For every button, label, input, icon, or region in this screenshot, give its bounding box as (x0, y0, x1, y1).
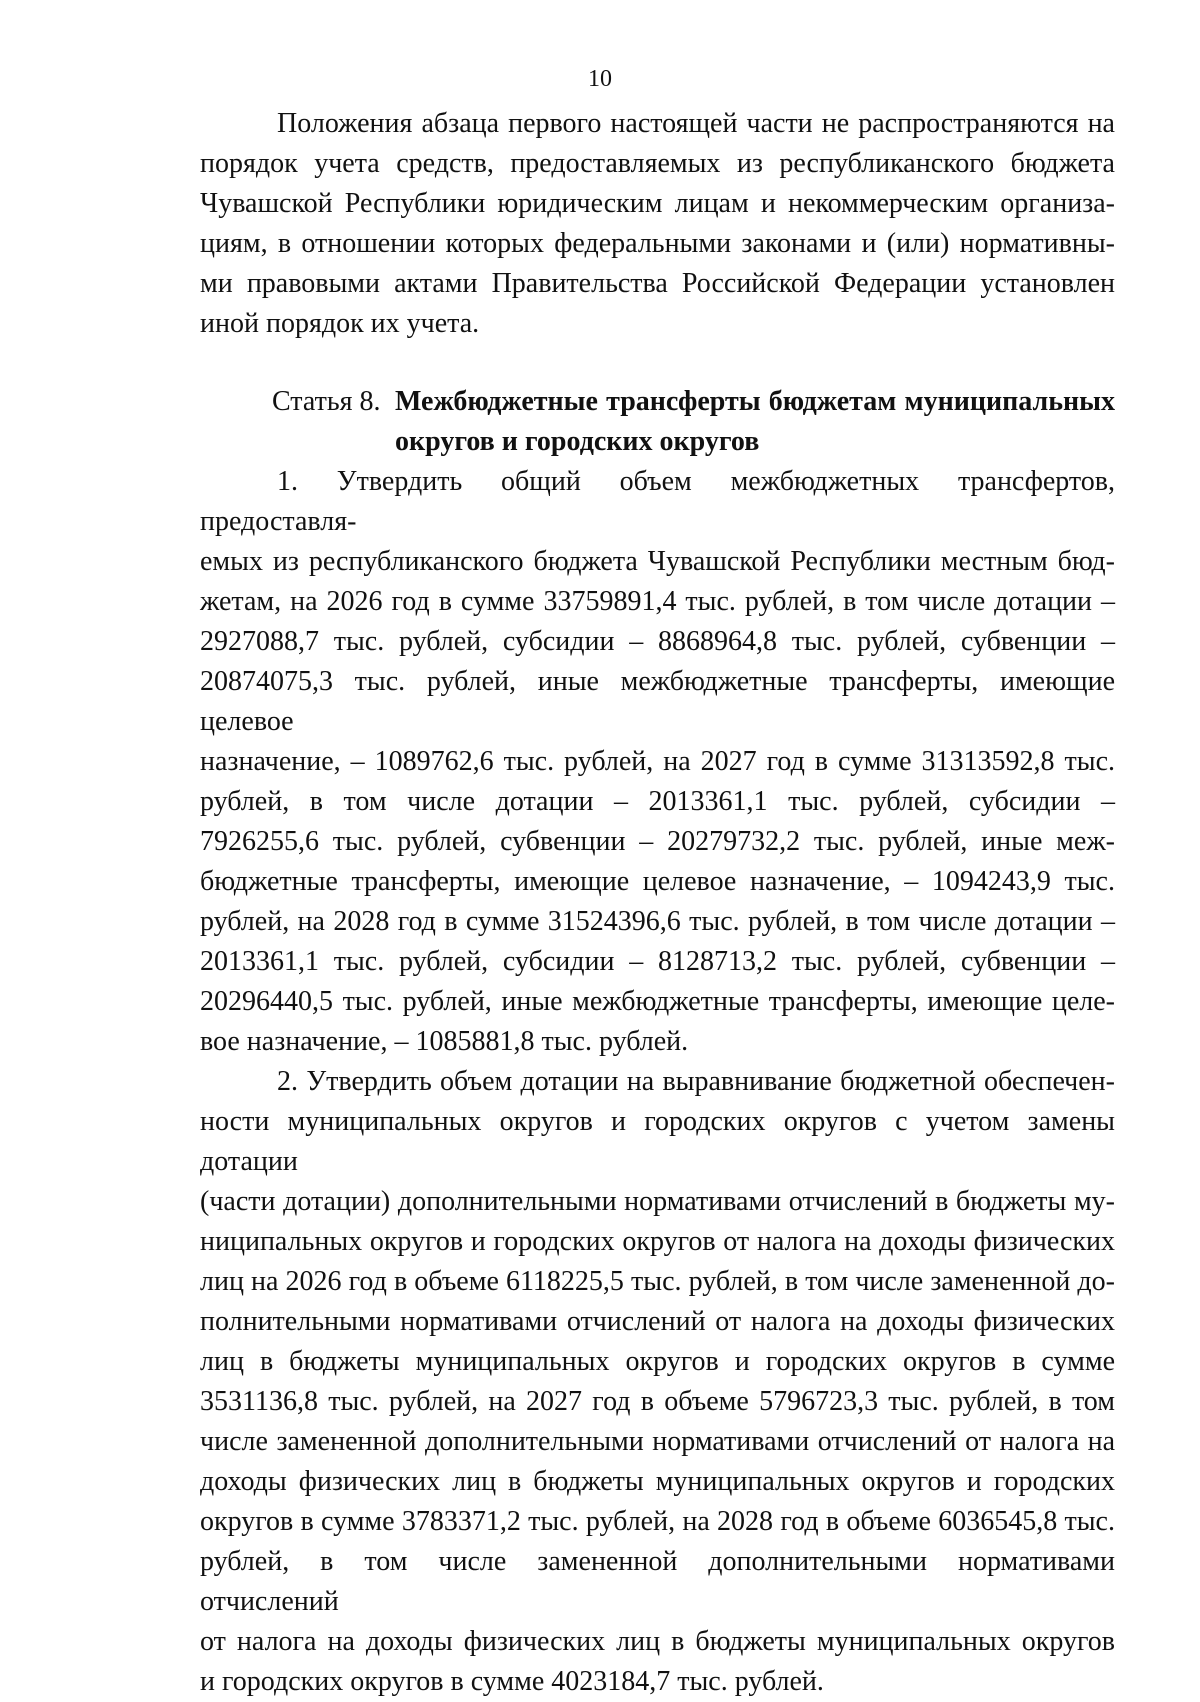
paragraph-2-line: ниципальных округов и городских округов от налога на доходы физических (200, 1226, 1115, 1257)
article-title-line-2: округов и городских округов (395, 426, 760, 457)
paragraph-2-line: 2. Утвердить объем дотации на выравнивание бюджетной обеспечен- (277, 1066, 1115, 1097)
intro-paragraph (200, 104, 1115, 344)
paragraph-1-line: рублей, в том числе дотации – 2013361,1 тыс. рублей, субсидии – (200, 786, 1115, 817)
paragraph-2 (200, 1062, 1115, 1702)
paragraph-1-line: 20296440,5 тыс. рублей, иные межбюджетные трансферты, имеющие целе- (200, 986, 1115, 1017)
paragraph-1-line: 2927088,7 тыс. рублей, субсидии – 8868964,8 тыс. рублей, субвенции – (200, 626, 1115, 657)
paragraph-2-line: ности муниципальных округов и городских округов с учетом замены дотации (200, 1106, 1115, 1177)
article-title (395, 382, 1115, 462)
paragraph-1-line: бюджетные трансферты, имеющие целевое назначение, – 1094243,9 тыс. (200, 866, 1115, 897)
intro-paragraph-line: Положения абзаца первого настоящей части не распространяются на (277, 108, 1115, 139)
page-number: 10 (588, 66, 612, 92)
paragraph-1-line: жетам, на 2026 год в сумме 33759891,4 тыс. рублей, в том числе дотации – (200, 586, 1115, 617)
paragraph-1-line: 2013361,1 тыс. рублей, субсидии – 8128713,2 тыс. рублей, субвенции – (200, 946, 1115, 977)
paragraph-2-line: и городских округов в сумме 4023184,7 тыс. рублей. (200, 1666, 824, 1697)
article-number: Статья 8. (272, 386, 381, 417)
paragraph-1-line: емых из республиканского бюджета Чувашской Республики местным бюд- (200, 546, 1115, 577)
document-body (200, 104, 1115, 1702)
paragraph-2-line: рублей, в том числе замененной дополнительными нормативами отчислений (200, 1546, 1115, 1617)
paragraph-2-line: 3531136,8 тыс. рублей, на 2027 год в объеме 5796723,3 тыс. рублей, в том (200, 1386, 1115, 1417)
paragraph-1-line: 20874075,3 тыс. рублей, иные межбюджетные трансферты, имеющие целевое (200, 666, 1115, 737)
paragraph-2-line: (части дотации) дополнительными нормативами отчислений в бюджеты му- (200, 1186, 1115, 1217)
article-title-line-1: Межбюджетные трансферты бюджетам муниципальных (395, 386, 1115, 417)
intro-paragraph-line: циям, в отношении которых федеральными законами и (или) нормативны- (200, 228, 1115, 259)
paragraph-1-line: вое назначение, – 1085881,8 тыс. рублей. (200, 1026, 689, 1057)
paragraph-2-line: полнительными нормативами отчислений от налога на доходы физических (200, 1306, 1115, 1337)
paragraph-2-line: округов в сумме 3783371,2 тыс. рублей, на 2028 год в объеме 6036545,8 тыс. (200, 1506, 1115, 1537)
intro-paragraph-line: Чувашской Республики юридическим лицам и некоммерческим организа- (200, 188, 1115, 219)
paragraph-1 (200, 462, 1115, 1062)
intro-paragraph-line: ми правовыми актами Правительства Российской Федерации установлен (200, 268, 1115, 299)
intro-paragraph-line: порядок учета средств, предоставляемых из республиканского бюджета (200, 148, 1115, 179)
paragraph-1-line: 7926255,6 тыс. рублей, субвенции – 20279732,2 тыс. рублей, иные меж- (200, 826, 1115, 857)
paragraph-1-line: рублей, на 2028 год в сумме 31524396,6 тыс. рублей, в том числе дотации – (200, 906, 1115, 937)
paragraph-2-line: числе замененной дополнительными нормативами отчислений от налога на (200, 1426, 1115, 1457)
paragraph-1-line: назначение, – 1089762,6 тыс. рублей, на 2027 год в сумме 31313592,8 тыс. (200, 746, 1115, 777)
paragraph-1-line: 1. Утвердить общий объем межбюджетных трансфертов, предоставля- (200, 466, 1115, 537)
paragraph-2-line: лиц на 2026 год в объеме 6118225,5 тыс. рублей, в том числе замененной до- (200, 1266, 1115, 1297)
paragraph-2-line: от налога на доходы физических лиц в бюджеты муниципальных округов (200, 1626, 1115, 1657)
paragraph-2-line: лиц в бюджеты муниципальных округов и городских округов в сумме (200, 1346, 1115, 1377)
intro-paragraph-line: иной порядок их учета. (200, 308, 480, 339)
paragraph-2-line: доходы физических лиц в бюджеты муниципальных округов и городских (200, 1466, 1115, 1497)
article-heading (200, 382, 1115, 462)
